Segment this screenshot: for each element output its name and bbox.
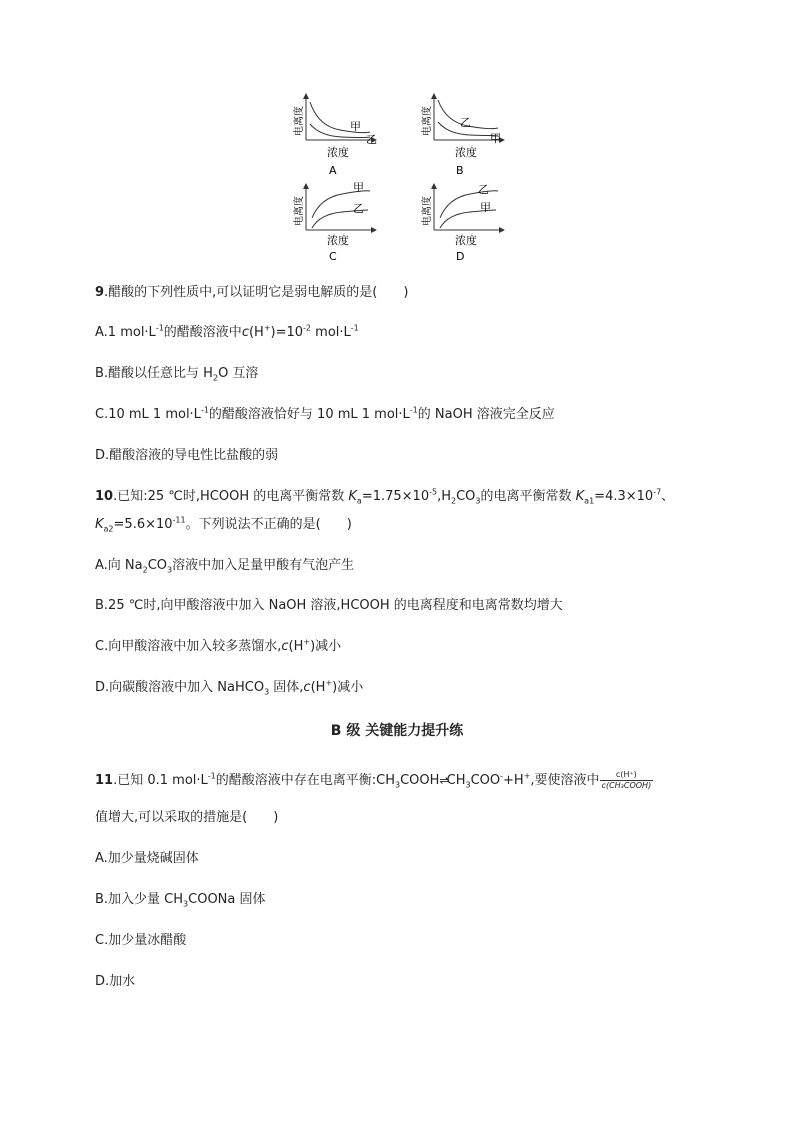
q11-fraction [600, 770, 654, 791]
graph-c-jia-label: 甲 [353, 181, 364, 194]
q10-d-pre: D.向碳酸溶液中加入 NaHCO [95, 680, 265, 695]
q11-l1-mid2: COOH [400, 773, 440, 788]
graph-d [420, 183, 504, 263]
graph-b-x-label: 浓度 [455, 146, 477, 159]
q10-a-pre: A.向 Na [95, 558, 143, 573]
graph-a [292, 94, 377, 177]
q9-a-hsup: + [263, 323, 271, 333]
q9-b-sub: 2 [212, 373, 219, 383]
q11-b-pre: B.加入少量 CH [95, 892, 184, 907]
graph-a-letter: A [329, 164, 337, 177]
graph-d-x-label: 浓度 [455, 234, 477, 247]
graph-d-jia-label: 甲 [480, 201, 491, 214]
q9-option-c [95, 406, 555, 424]
q11-l1-sub1: 3 [395, 780, 401, 790]
q10-stem-line1 [95, 488, 674, 506]
graph-c-letter: C [329, 250, 337, 263]
q10-l1-pre: .已知:25 ℃时,HCOOH 的电离平衡常数 [113, 489, 349, 504]
q10-c-h: (H [288, 639, 304, 654]
q9-c-sup2: -1 [409, 405, 418, 415]
q10-a-sub2: 3 [167, 565, 173, 575]
graph-a-yi-label: 乙 [366, 133, 377, 146]
q10-c-post: )减小 [310, 639, 342, 654]
q11-l2-text: 值增大,可以采取的措施是( ) [95, 810, 279, 825]
q9-option-d [95, 447, 278, 465]
q10-ka2: K [95, 517, 104, 532]
q9-number: 9 [95, 285, 105, 300]
q9-c-post: 的 NaOH 溶液完全反应 [417, 407, 555, 422]
q11-l1-sub2: 3 [465, 780, 471, 790]
q11-l1-mid5: +H [503, 773, 524, 788]
q9-a-mid: 的醋酸溶液中 [163, 325, 242, 340]
q10-ka2-sup: -11 [172, 515, 186, 525]
graph-b-letter: B [456, 164, 464, 177]
q10-ka-sub: a [356, 496, 362, 506]
q10-c-c: c [281, 639, 289, 654]
graph-c-x-label: 浓度 [327, 234, 349, 247]
q11-d-text: D.加水 [95, 974, 136, 989]
q11-c-text: C.加少量冰醋酸 [95, 933, 187, 948]
q11-option-d [95, 973, 135, 991]
q10-h2co3-mid: CO [456, 489, 476, 504]
q10-a-sub1: 2 [142, 565, 148, 575]
q11-a-text: A.加少量烧碱固体 [95, 851, 199, 866]
q9-a-unit: mol·L [311, 325, 351, 340]
q10-h2co3-sub1: 2 [451, 496, 457, 506]
q10-option-a [95, 557, 354, 575]
q10-h2co3-pre: ,H [437, 489, 451, 504]
q10-stem-line2 [95, 516, 352, 534]
graph-c-yi-label: 乙 [353, 202, 364, 215]
q10-h2co3-sub2: 3 [475, 496, 481, 506]
q9-a-esup: -2 [303, 323, 312, 333]
graph-a-jia-label: 甲 [350, 120, 361, 133]
q11-option-c [95, 932, 186, 950]
q10-ka: K [348, 489, 357, 504]
q11-b-post: COONa 固体 [188, 892, 266, 907]
q9-stem-text: .醋酸的下列性质中,可以证明它是弱电解质的是( ) [104, 285, 409, 300]
q10-number: 10 [95, 489, 114, 504]
graph-b-jia-label: 甲 [490, 132, 501, 145]
q11-l1-pre: .已知 0.1 mol·L [113, 773, 208, 788]
q9-c-pre: C.10 mL 1 mol·L [95, 407, 201, 422]
q10-d-c: c [303, 680, 311, 695]
q10-l1-end: 、 [661, 489, 675, 504]
q10-option-b [95, 597, 563, 615]
q11-stem-line1 [95, 770, 653, 791]
q9-a-c: c [241, 325, 249, 340]
graph-b-y-label: 电离度 [422, 106, 433, 136]
graph-b [420, 94, 504, 177]
q10-d-hsup: + [325, 678, 333, 688]
graph-figure [280, 88, 520, 263]
q9-d-text: D.醋酸溶液的导电性比盐酸的弱 [95, 448, 279, 463]
q10-d-h: (H [310, 680, 326, 695]
q11-frac-num: c(H⁺) [600, 770, 654, 781]
q9-b-pre: B.醋酸以任意比与 H [95, 366, 213, 381]
graph-a-x-label: 浓度 [327, 146, 349, 159]
q10-option-d [95, 679, 363, 697]
q9-a-sup1: -1 [155, 323, 164, 333]
q9-option-a [95, 324, 359, 342]
q10-b-text: B.25 ℃时,向甲酸溶液中加入 NaOH 溶液,HCOOH 的电离程度和电离常数均增大 [95, 598, 563, 613]
q11-stem-line2 [95, 809, 278, 827]
q9-a-usup: -1 [350, 323, 359, 333]
graph-b-yi-label: 乙 [460, 116, 471, 129]
q10-c-pre: C.向甲酸溶液中加入较多蒸馏水, [95, 639, 282, 654]
q10-ka1-val: =4.3×10 [594, 489, 654, 504]
q10-ka1-sup: -7 [653, 487, 662, 497]
q11-l1-mid3: CH [446, 773, 466, 788]
graph-d-y-label: 电离度 [422, 196, 433, 226]
q10-d-sub: 3 [264, 687, 270, 697]
q9-a-h: (H [248, 325, 264, 340]
q10-ka2-val: =5.6×10 [113, 517, 173, 532]
q11-l1-mid4: COO [470, 773, 501, 788]
q11-option-b [95, 891, 266, 909]
q10-d-post: )减小 [332, 680, 364, 695]
equilibrium-arrow-icon: ⇌ [439, 774, 447, 787]
q10-ka1: K [575, 489, 585, 504]
section-b-heading: B 级 关键能力提升练 [330, 723, 464, 739]
q9-option-b [95, 365, 258, 383]
q10-a-mid: CO [147, 558, 168, 573]
q10-l2-end: 。下列说法不正确的是( ) [185, 517, 352, 532]
q11-l1-mid: 的醋酸溶液中存在电离平衡:CH [215, 773, 395, 788]
q10-h2co3-post: 的电离平衡常数 [480, 489, 576, 504]
q11-l1-sup2: - [500, 771, 504, 781]
q10-ka2-sub: a2 [103, 524, 114, 534]
q11-l1-end: ,要使溶液中 [530, 773, 600, 788]
q9-a-pre: A.1 mol·L [95, 325, 156, 340]
graph-a-y-label: 电离度 [294, 106, 305, 136]
q9-stem [95, 284, 408, 302]
q11-option-a [95, 850, 199, 868]
q10-d-mid: 固体, [269, 680, 304, 695]
graph-svg [280, 88, 520, 263]
graph-c [292, 181, 376, 263]
graph-c-y-label: 电离度 [294, 196, 305, 226]
q10-ka1-sub: a1 [584, 496, 595, 506]
q11-frac-den: c(CH₃COOH) [601, 781, 652, 790]
q11-l1-sup: -1 [207, 771, 216, 781]
graph-a-curve-yi [310, 124, 370, 138]
q10-ka-val: =1.75×10 [361, 489, 430, 504]
q11-number: 11 [95, 773, 114, 788]
q10-ka-sup: -5 [429, 487, 438, 497]
q10-a-post: 溶液中加入足量甲酸有气泡产生 [172, 558, 355, 573]
q11-b-sub: 3 [183, 899, 189, 909]
graph-a-curve-jia [310, 102, 370, 133]
q11-l1-sup3: + [523, 771, 531, 781]
q9-c-mid: 的醋酸溶液恰好与 10 mL 1 mol·L [208, 407, 410, 422]
q9-a-eq: )=10 [270, 325, 304, 340]
graph-d-letter: D [456, 250, 465, 263]
q9-c-sup1: -1 [200, 405, 209, 415]
q10-option-c [95, 638, 341, 656]
q10-c-hsup: + [303, 637, 311, 647]
q9-b-post: O 互溶 [218, 366, 259, 381]
graph-d-yi-label: 乙 [478, 183, 489, 196]
